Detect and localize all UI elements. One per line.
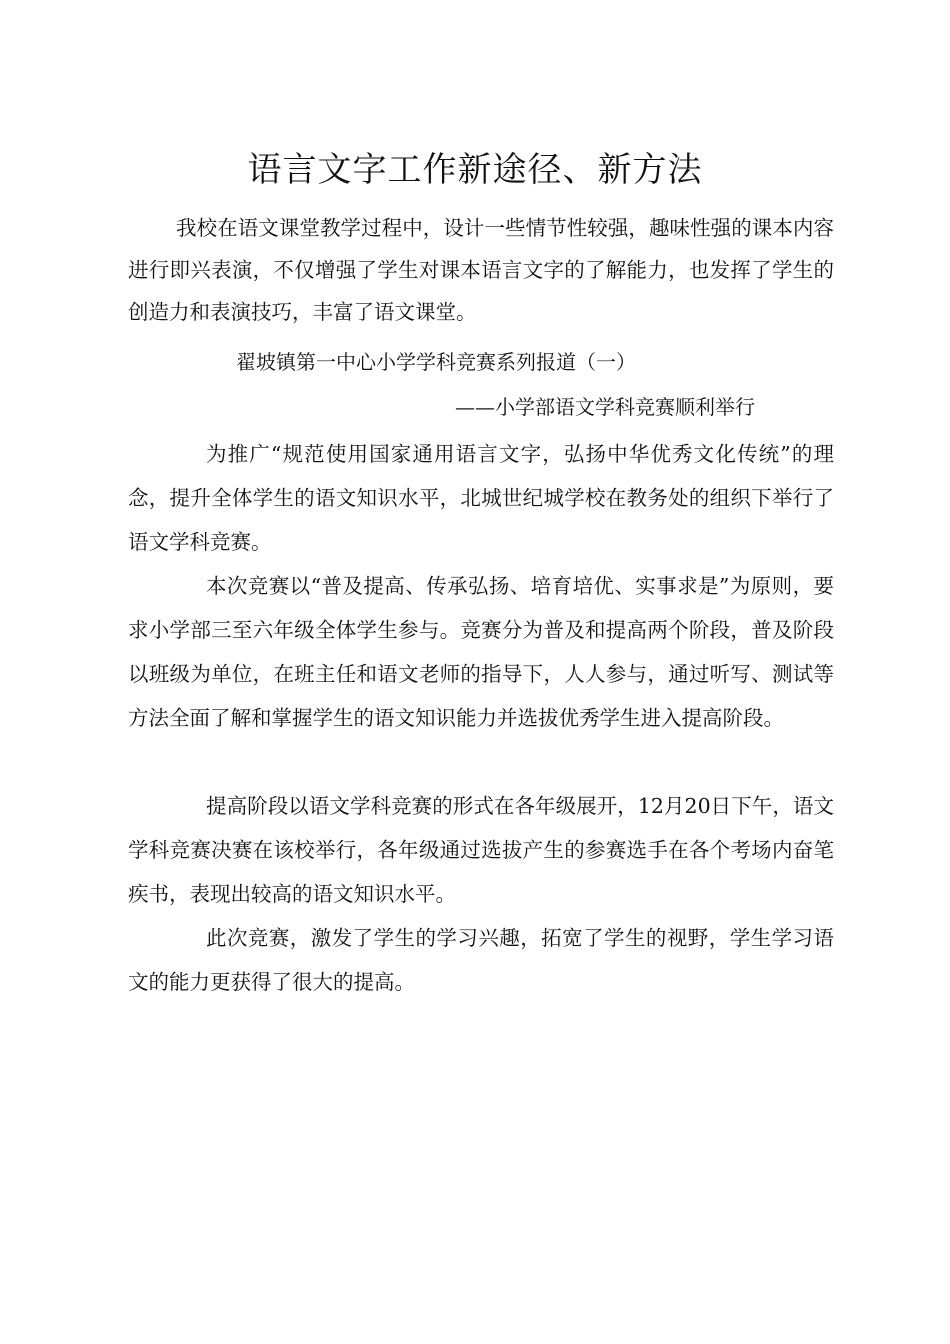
- page-title: 语言文字工作新途径、新方法: [247, 150, 703, 190]
- body-paragraph: 提高阶段以语文学科竞赛的形式在各年级展开，12月20日下午，语文学科竞赛决赛在该校举行，各年级通过选拔产生的参赛选手在各个考场内奋笔疾书，表现出较高的语文知识水平。: [128, 794, 834, 906]
- report-subtitle: ——小学部语文学科竞赛顺利举行: [455, 395, 755, 419]
- body-paragraph: 此次竞赛，激发了学生的学习兴趣，拓宽了学生的视野，学生学习语文的能力更获得了很大的提高。: [128, 926, 834, 994]
- intro-paragraph: 我校在语文课堂教学过程中，设计一些情节性较强，趣味性强的课本内容进行即兴表演，不仅增强了学生对课本语言文字的了解能力，也发挥了学生的创造力和表演技巧，丰富了语文课堂。: [128, 216, 834, 324]
- report-title: 翟坡镇第一中心小学学科竞赛系列报道（一）: [236, 350, 636, 374]
- body-paragraph: 本次竞赛以“普及提高、传承弘扬、培育培优、实事求是”为原则，要求小学部三至六年级全体学生参与。竞赛分为普及和提高两个阶段，普及阶段以班级为单位，在班主任和语文老师的指导下，人人参与，通过听写、测试等方法全面了解和掌握学生的语文知识能力并选拔优秀学生进入提高阶段。: [128, 574, 834, 730]
- body-paragraph: 为推广“规范使用国家通用语言文字，弘扬中华优秀文化传统”的理念，提升全体学生的语文知识水平，北城世纪城学校在教务处的组织下举行了语文学科竞赛。: [128, 442, 834, 554]
